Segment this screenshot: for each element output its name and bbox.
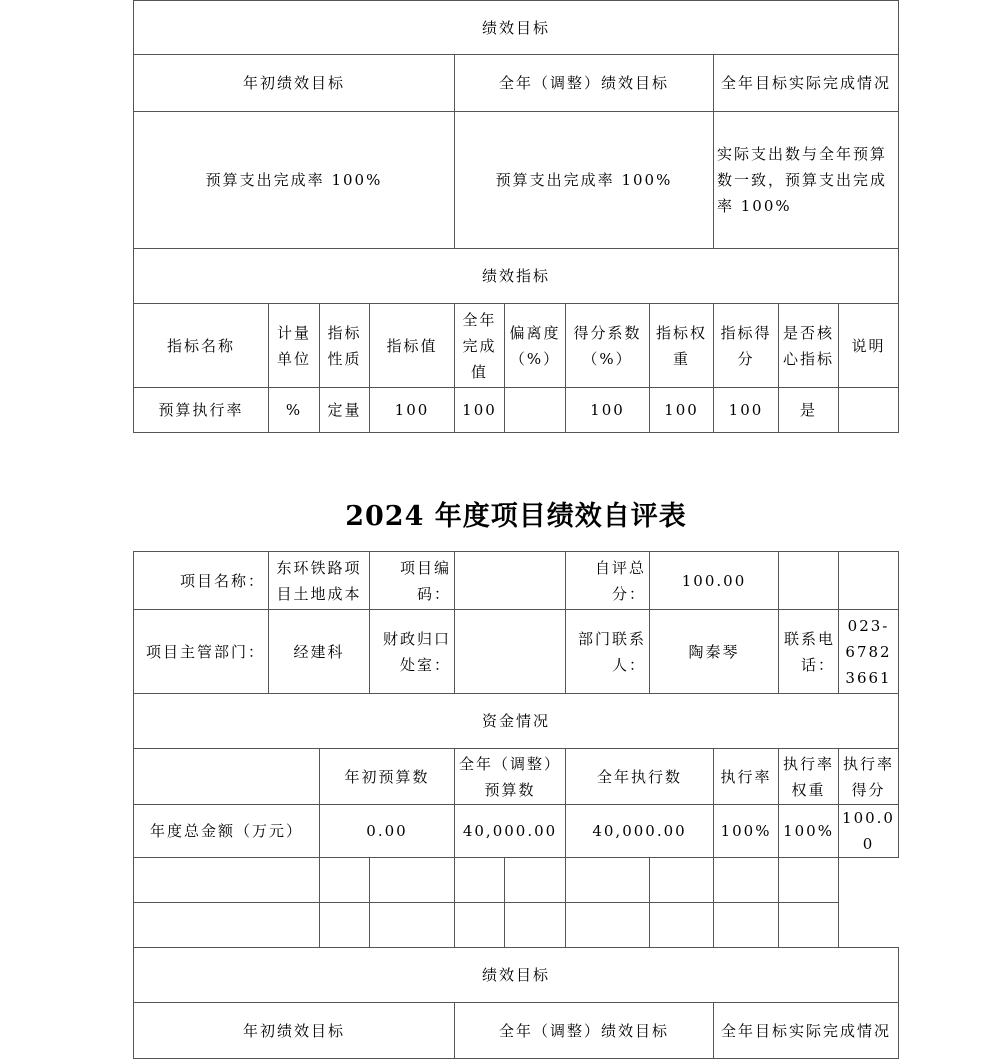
indicator-col: 指标权重 bbox=[650, 304, 714, 388]
goal-header: 绩效目标 bbox=[134, 1, 899, 55]
funds-cell: 40,000.00 bbox=[566, 805, 714, 858]
empty-cell bbox=[134, 858, 320, 903]
empty-cell bbox=[134, 749, 320, 805]
empty-cell bbox=[779, 858, 839, 903]
empty-cell bbox=[320, 903, 370, 948]
indicator-cell: % bbox=[269, 388, 320, 433]
indicator-cell: 100 bbox=[455, 388, 505, 433]
performance-table-2 bbox=[133, 551, 899, 1059]
empty-cell bbox=[714, 858, 779, 903]
funds-col: 执行率 bbox=[714, 749, 779, 805]
empty-cell bbox=[455, 903, 505, 948]
indicator-col: 得分系数（%） bbox=[566, 304, 650, 388]
empty-cell bbox=[714, 903, 779, 948]
empty-cell bbox=[839, 552, 899, 610]
dept-label: 项目主管部门： bbox=[134, 610, 269, 694]
goal-col-actual: 全年目标实际完成情况 bbox=[714, 1003, 899, 1059]
indicator-cell: 100 bbox=[566, 388, 650, 433]
empty-cell bbox=[134, 903, 320, 948]
funds-col: 执行率权重 bbox=[779, 749, 839, 805]
indicator-cell: 100 bbox=[714, 388, 779, 433]
goal-initial-value: 预算支出完成率 100% bbox=[134, 112, 455, 249]
funds-cell: 年度总金额（万元） bbox=[134, 805, 320, 858]
empty-cell bbox=[320, 858, 370, 903]
project-code bbox=[455, 552, 566, 610]
project-name: 东环铁路项目土地成本 bbox=[269, 552, 370, 610]
finance bbox=[455, 610, 566, 694]
empty-cell bbox=[505, 858, 566, 903]
indicator-col: 偏离度（%） bbox=[505, 304, 566, 388]
project-name-label: 项目名称： bbox=[134, 552, 269, 610]
indicator-col: 指标名称 bbox=[134, 304, 269, 388]
indicator-col: 指标得分 bbox=[714, 304, 779, 388]
phone: 023-67823661 bbox=[839, 610, 899, 694]
funds-cell: 0.00 bbox=[320, 805, 455, 858]
indicator-cell: 100 bbox=[650, 388, 714, 433]
funds-col: 全年执行数 bbox=[566, 749, 714, 805]
dept: 经建科 bbox=[269, 610, 370, 694]
goal-col-actual: 全年目标实际完成情况 bbox=[714, 55, 899, 112]
indicator-cell: 100 bbox=[370, 388, 455, 433]
indicator-col: 是否核心指标 bbox=[779, 304, 839, 388]
indicator-cell: 是 bbox=[779, 388, 839, 433]
score: 100.00 bbox=[650, 552, 779, 610]
funds-col: 全年（调整）预算数 bbox=[455, 749, 566, 805]
contact-label: 部门联系人： bbox=[566, 610, 650, 694]
indicator-header: 绩效指标 bbox=[134, 249, 899, 304]
funds-cell: 100% bbox=[779, 805, 839, 858]
indicator-col: 计量单位 bbox=[269, 304, 320, 388]
finance-label: 财政归口处室： bbox=[370, 610, 455, 694]
funds-header: 资金情况 bbox=[134, 694, 899, 749]
goal-adjusted-value: 预算支出完成率 100% bbox=[455, 112, 714, 249]
indicator-col: 指标值 bbox=[370, 304, 455, 388]
funds-cell: 40,000.00 bbox=[455, 805, 566, 858]
goal-col-initial: 年初绩效目标 bbox=[134, 55, 455, 112]
empty-cell bbox=[779, 552, 839, 610]
indicator-col: 指标性质 bbox=[320, 304, 370, 388]
goal-header: 绩效目标 bbox=[134, 948, 899, 1003]
indicator-cell: 定量 bbox=[320, 388, 370, 433]
goal-col-initial: 年初绩效目标 bbox=[134, 1003, 455, 1059]
contact: 陶秦琴 bbox=[650, 610, 779, 694]
empty-cell bbox=[779, 903, 839, 948]
funds-cell: 100.00 bbox=[839, 805, 899, 858]
project-code-label: 项目编码： bbox=[370, 552, 455, 610]
indicator-col: 说明 bbox=[839, 304, 899, 388]
funds-col: 年初预算数 bbox=[320, 749, 455, 805]
empty-cell bbox=[370, 858, 455, 903]
empty-cell bbox=[566, 903, 650, 948]
phone-label: 联系电话： bbox=[779, 610, 839, 694]
performance-table-1 bbox=[133, 0, 899, 433]
page-title: 2024 年度项目绩效自评表 bbox=[345, 501, 687, 532]
goal-actual-value: 实际支出数与全年预算数一致，预算支出完成率 100% bbox=[714, 112, 899, 249]
indicator-cell: 预算执行率 bbox=[134, 388, 269, 433]
empty-cell bbox=[650, 858, 714, 903]
score-label: 自评总分： bbox=[566, 552, 650, 610]
empty-cell bbox=[566, 858, 650, 903]
empty-cell bbox=[650, 903, 714, 948]
indicator-cell bbox=[839, 388, 899, 433]
goal-col-adjusted: 全年（调整）绩效目标 bbox=[455, 1003, 714, 1059]
funds-cell: 100% bbox=[714, 805, 779, 858]
funds-col: 执行率得分 bbox=[839, 749, 899, 805]
empty-cell bbox=[370, 903, 455, 948]
indicator-cell bbox=[505, 388, 566, 433]
empty-cell bbox=[505, 903, 566, 948]
goal-col-adjusted: 全年（调整）绩效目标 bbox=[455, 55, 714, 112]
indicator-col: 全年完成值 bbox=[455, 304, 505, 388]
empty-cell bbox=[455, 858, 505, 903]
